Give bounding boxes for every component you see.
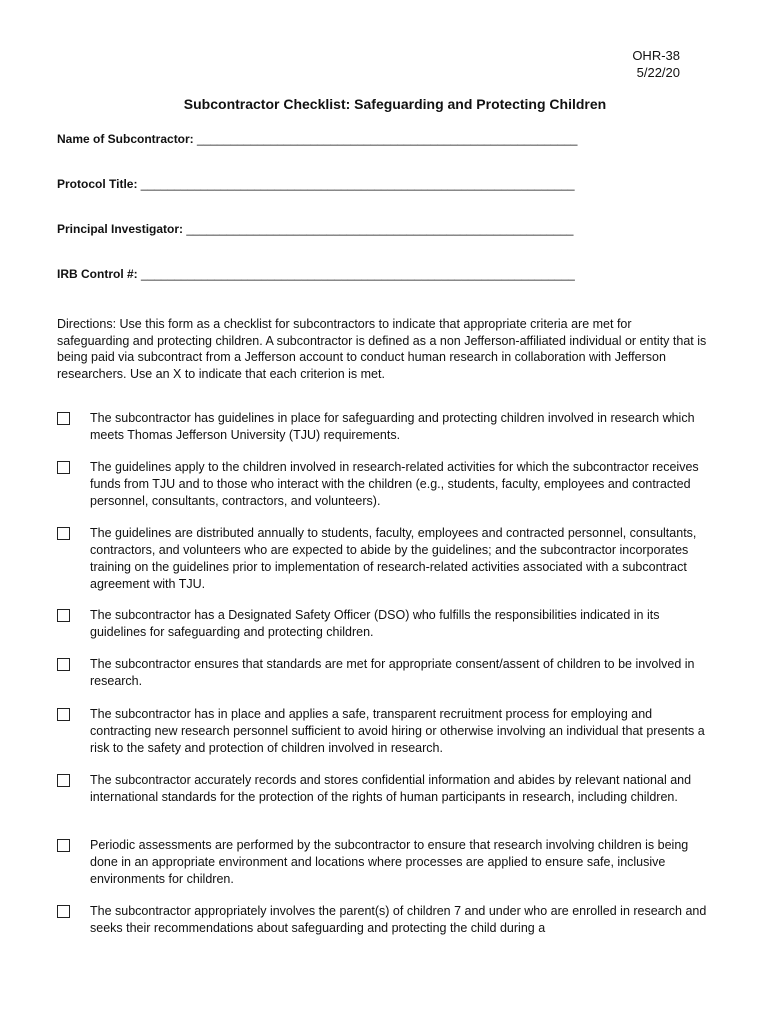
checkbox[interactable] (57, 905, 70, 918)
checklist-item-text: The subcontractor has a Designated Safety Officer (DSO) who fulfills the responsibilities indicated in its guidelines for safeguarding and protecting children. (90, 608, 660, 639)
field-blank-line[interactable]: _________________________________________________________________ (141, 267, 575, 281)
form-date: 5/22/20 (636, 65, 680, 80)
field-blank-line[interactable]: _________________________________________________________ (197, 132, 578, 146)
checklist-item-text: The subcontractor has guidelines in place for safeguarding and protecting children involved in research which meets Thomas Jefferson University (TJU) requirements. (90, 411, 695, 442)
checklist-item-text: The subcontractor ensures that standards are met for appropriate consent/assent of children to be involved in research. (90, 657, 695, 688)
checklist-item-text: The subcontractor appropriately involves the parent(s) of children 7 and under who are enrolled in research and seeks their recommendations about safeguarding and protecting the child during a (90, 904, 707, 935)
checkbox[interactable] (57, 609, 70, 622)
checklist-item-text: Periodic assessments are performed by the subcontractor to ensure that research involving children is being done in an appropriate environment and locations where processes are applied to ensure safe, inclusive environments for children. (90, 838, 689, 886)
checkbox[interactable] (57, 527, 70, 540)
checkbox[interactable] (57, 412, 70, 425)
protocol-title-field[interactable] (57, 177, 575, 191)
checklist-item-text: The subcontractor accurately records and stores confidential information and abides by relevant national and international standards for the protection of the rights of human participants in research, including children. (90, 773, 692, 804)
checkbox[interactable] (57, 774, 70, 787)
field-blank-line[interactable]: _________________________________________________________________ (140, 177, 575, 191)
field-label: Protocol Title: (57, 177, 138, 191)
field-label: Name of Subcontractor: (57, 132, 194, 146)
field-blank-line[interactable]: __________________________________________________________ (186, 222, 574, 236)
subcontractor-name-field[interactable] (57, 132, 577, 146)
checklist-item-text: The guidelines are distributed annually to students, faculty, employees and contracted personnel, consultants, contractors, and volunteers who are expected to abide by the guidelines; and the subcontractor incorporates training on the guidelines prior to implementation of research-related activities associated with a subcontract agreement with TJU. (90, 526, 697, 591)
form-code: OHR-38 (632, 48, 680, 63)
form-code-block (632, 47, 680, 81)
field-label: IRB Control #: (57, 267, 138, 281)
principal-investigator-field[interactable] (57, 222, 573, 236)
page-title: Subcontractor Checklist: Safeguarding and Protecting Children (183, 96, 607, 112)
checklist-item-text: The subcontractor has in place and applies a safe, transparent recruitment process for employing and contracting new research personnel sufficient to avoid hiring or otherwise involving an individual that presents a risk to the safety and protection of children involved in research. (90, 707, 705, 755)
checkbox[interactable] (57, 658, 70, 671)
checklist-item-text: The guidelines apply to the children involved in research-related activities for which the subcontractor receives funds from TJU and to those who interact with the children (e.g., students, faculty, employees and contracted personnel, consultants, contractors, and volunteers). (90, 460, 699, 508)
field-label: Principal Investigator: (57, 222, 184, 236)
checkbox[interactable] (57, 839, 70, 852)
checkbox[interactable] (57, 708, 70, 721)
checkbox[interactable] (57, 461, 70, 474)
directions-paragraph: Directions: Use this form as a checklist for subcontractors to indicate that appropriate criteria are met for safeguarding and protecting children. A subcontractor is defined as a non Jefferson-affiliated individual or entity that is being paid via subcontract from a Jefferson account to conduct human research in collaboration with Jefferson researchers. Use an X to indicate that each criterion is met. (57, 317, 707, 381)
irb-control-field[interactable] (57, 267, 575, 281)
